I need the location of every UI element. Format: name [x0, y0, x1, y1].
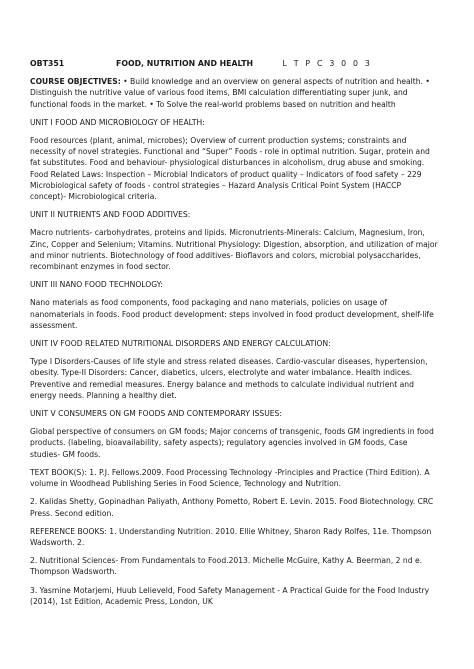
- unit-3-heading: UNIT III NANO FOOD TECHNOLOGY:: [30, 280, 163, 290]
- unit-1-body: Food resources (plant, animal, microbes); Overview of current production systems; constraints and necessity of novel strategies. Functional and “Super” Foods - role in optimal nutrition. Sugar, protein and fat substitutes. Food and behaviour- physiological disturbances in alcoholism, drug abuse and smoking. Food Related Laws: Inspection – Microbial Indicators of product quality – Indicators of food safety – 229 Microbiological safety of foods - control strategies – Hazard Analysis Critical Point System (HACCP concept)- Microbiological criteria.: [30, 136, 430, 202]
- textbook-1: TEXT BOOK(S): 1. P.J. Fellows.2009. Food Processing Technology -Principles and Practice (Third Edition). A volume in Woodhead Publishing Series in Food Science, Technology and Nutrition.: [30, 467, 430, 489]
- reference-book-2: 2. Nutritional Sciences- From Fundamentals to Food.2013. Michelle McGuire, Kathy A. Beerman, 2 nd e. Thompson Wadsworth.: [30, 556, 423, 577]
- unit-2-heading: UNIT II NUTRIENTS AND FOOD ADDITIVES:: [30, 210, 191, 220]
- ltpc-credits: L T P C 3 0 0 3: [282, 59, 372, 68]
- reference-book-3: 3. Yasmine Motarjemi, Huub Lelieveld, Food Safety Management - A Practical Guide for the Food Industry (2014), 1st Edition, Academic Press, London, UK: [30, 585, 430, 606]
- reference-book-1: REFERENCE BOOKS: 1. Understanding Nutrition. 2010. Ellie Whitney, Sharon Rady Rolfes, 11e. Thompson Wadsworth. 2.: [30, 526, 432, 547]
- course-title: FOOD, NUTRITION AND HEALTH: [116, 59, 254, 68]
- course-objectives: [30, 76, 438, 110]
- unit-4-body: Type I Disorders-Causes of life style and stress related diseases. Cardio-vascular diseases, hypertension, obesity. Type-II Disorders: Cancer, diabetics, ulcers, electrolyte and water imbalance. Health indices. Preventive and remedial measures. Energy balance and methods to calculate individual nutrient and energy needs. Planning a healthy diet.: [30, 357, 428, 400]
- unit-1-heading: UNIT I FOOD AND MICROBIOLOGY OF HEALTH:: [30, 117, 205, 127]
- unit-3-body: Nano materials as food components, food packaging and nano materials, policies on usage of nanomaterials in foods. Food product development: steps involved in food product development, shelf-life assessment.: [30, 298, 434, 330]
- unit-5-heading: UNIT V CONSUMERS ON GM FOODS AND CONTEMPORARY ISSUES:: [30, 409, 282, 419]
- objectives-text: • Build knowledge and an overview on general aspects of nutrition and health. • Distinguish the nutritive value of various food items, BMI calculation differentiating super junk, and functional foods in the market. • To Solve the real-world problems based on nutrition and health: [30, 77, 430, 109]
- textbook-2: 2. Kalidas Shetty, Gopinadhan Paliyath, Anthony Pometto, Robert E. Levin. 2015. Food Biotechnology. CRC Press. Second edition.: [30, 497, 434, 518]
- course-code: OBT351: [30, 59, 65, 68]
- objectives-label: COURSE OBJECTIVES:: [30, 77, 121, 87]
- unit-4-heading: UNIT IV FOOD RELATED NUTRITIONAL DISORDERS AND ENERGY CALCULATION:: [30, 339, 331, 349]
- course-header: [30, 58, 438, 69]
- unit-2-body: Macro nutrients- carbohydrates, proteins and lipids. Micronutrients-Minerals: Calcium, Magnesium, Iron, Zinc, Copper and Selenium; Vitamins. Nutritional Physiology: Digestion, absorption, and utilization of major and minor nutrients. Biotechnology of food additives- Bioflavors and colors, microbial polysaccharides, recombinant enzymes in food sector.: [30, 228, 438, 272]
- unit-5-body: Global perspective of consumers on GM foods; Major concerns of transgenic, foods GM ingredients in food products. (labeling, bioavailability, safety aspects); regulatory agencies involved in GM foods, Case studies- GM foods.: [30, 427, 434, 459]
